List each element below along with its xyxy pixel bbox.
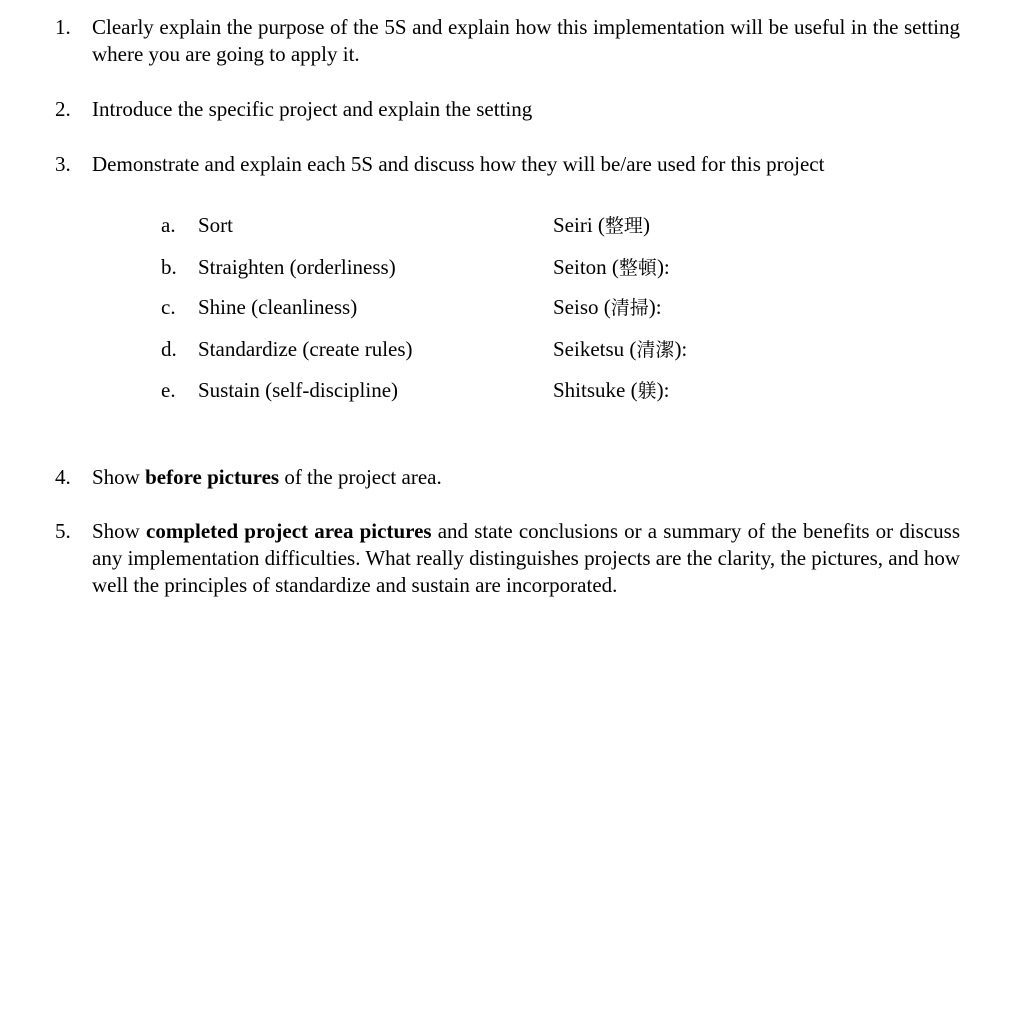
sub-close: ):: [674, 337, 688, 361]
list-item-2: [55, 96, 960, 123]
sub-english: Straighten (orderliness): [198, 255, 396, 279]
five-s-row: [0, 294, 1012, 324]
list-item-3: [55, 151, 960, 178]
sub-japanese: Seiso (清掃):: [553, 295, 662, 319]
item-text-suffix: and state conclusions or a summary of the benefits or discuss any implementation difficulties. What really distinguishes projects are the clarity, the pictures, and how well the principles of standardize and sustain are incorporated.: [92, 519, 960, 597]
sub-close: ):: [648, 295, 662, 319]
five-s-row: [0, 254, 1012, 284]
sub-kanji: 整理: [604, 215, 643, 237]
sub-romaji: Seiketsu: [553, 337, 625, 361]
five-s-row: [0, 377, 1012, 407]
sub-kanji: 清掃: [610, 297, 649, 319]
sub-letter: e.: [161, 378, 176, 402]
item-text: [92, 464, 960, 491]
sub-romaji: Seiso: [553, 295, 599, 319]
sub-romaji: Shitsuke: [553, 378, 626, 402]
sub-letter: c.: [161, 295, 176, 319]
sub-romaji: Seiton: [553, 255, 607, 279]
item-number: 3.: [55, 152, 71, 176]
sub-close: ):: [656, 255, 670, 279]
sub-kanji: 躾: [637, 380, 657, 402]
five-s-row: [0, 212, 1012, 242]
item-text: Introduce the specific project and explain the setting: [92, 97, 533, 121]
sub-english: Standardize (create rules): [198, 337, 413, 361]
item-text-prefix: Show: [92, 465, 146, 489]
sub-close: ):: [656, 378, 670, 402]
item-number: 2.: [55, 97, 71, 121]
sub-japanese: Seiton (整頓):: [553, 255, 670, 279]
sub-english: Sustain (self-discipline): [198, 378, 399, 402]
sub-letter: a.: [161, 213, 176, 237]
item-number: 4.: [55, 465, 71, 489]
item-number: 5.: [55, 519, 71, 543]
sub-japanese: Seiketsu (清潔):: [553, 337, 688, 361]
sub-romaji: Seiri: [553, 213, 593, 237]
sub-kanji: 清潔: [636, 339, 675, 361]
sub-letter: d.: [161, 337, 177, 361]
item-text-prefix: Show: [92, 519, 146, 543]
list-item-5: [55, 518, 960, 599]
sub-close: ): [642, 213, 650, 237]
sub-letter: b.: [161, 255, 177, 279]
sub-kanji: 整頓: [618, 257, 657, 279]
sub-english: Shine (cleanliness): [198, 295, 358, 319]
item-text: [92, 518, 960, 599]
item-text-suffix: of the project area.: [279, 465, 442, 489]
item-text-bold: before pictures: [145, 465, 280, 489]
sub-english: Sort: [198, 213, 234, 237]
list-item-1: [55, 14, 960, 68]
sub-japanese: Shitsuke (躾):: [553, 378, 670, 402]
sub-japanese: Seiri (整理): [553, 213, 650, 237]
item-text: Clearly explain the purpose of the 5S and explain how this implementation will be useful in the setting where you are going to apply it.: [92, 15, 960, 66]
list-item-4: [55, 464, 960, 491]
five-s-row: [0, 336, 1012, 366]
item-text-bold: completed project area pictures: [146, 519, 432, 543]
item-number: 1.: [55, 15, 71, 39]
item-text: Demonstrate and explain each 5S and discuss how they will be/are used for this project: [92, 152, 825, 176]
